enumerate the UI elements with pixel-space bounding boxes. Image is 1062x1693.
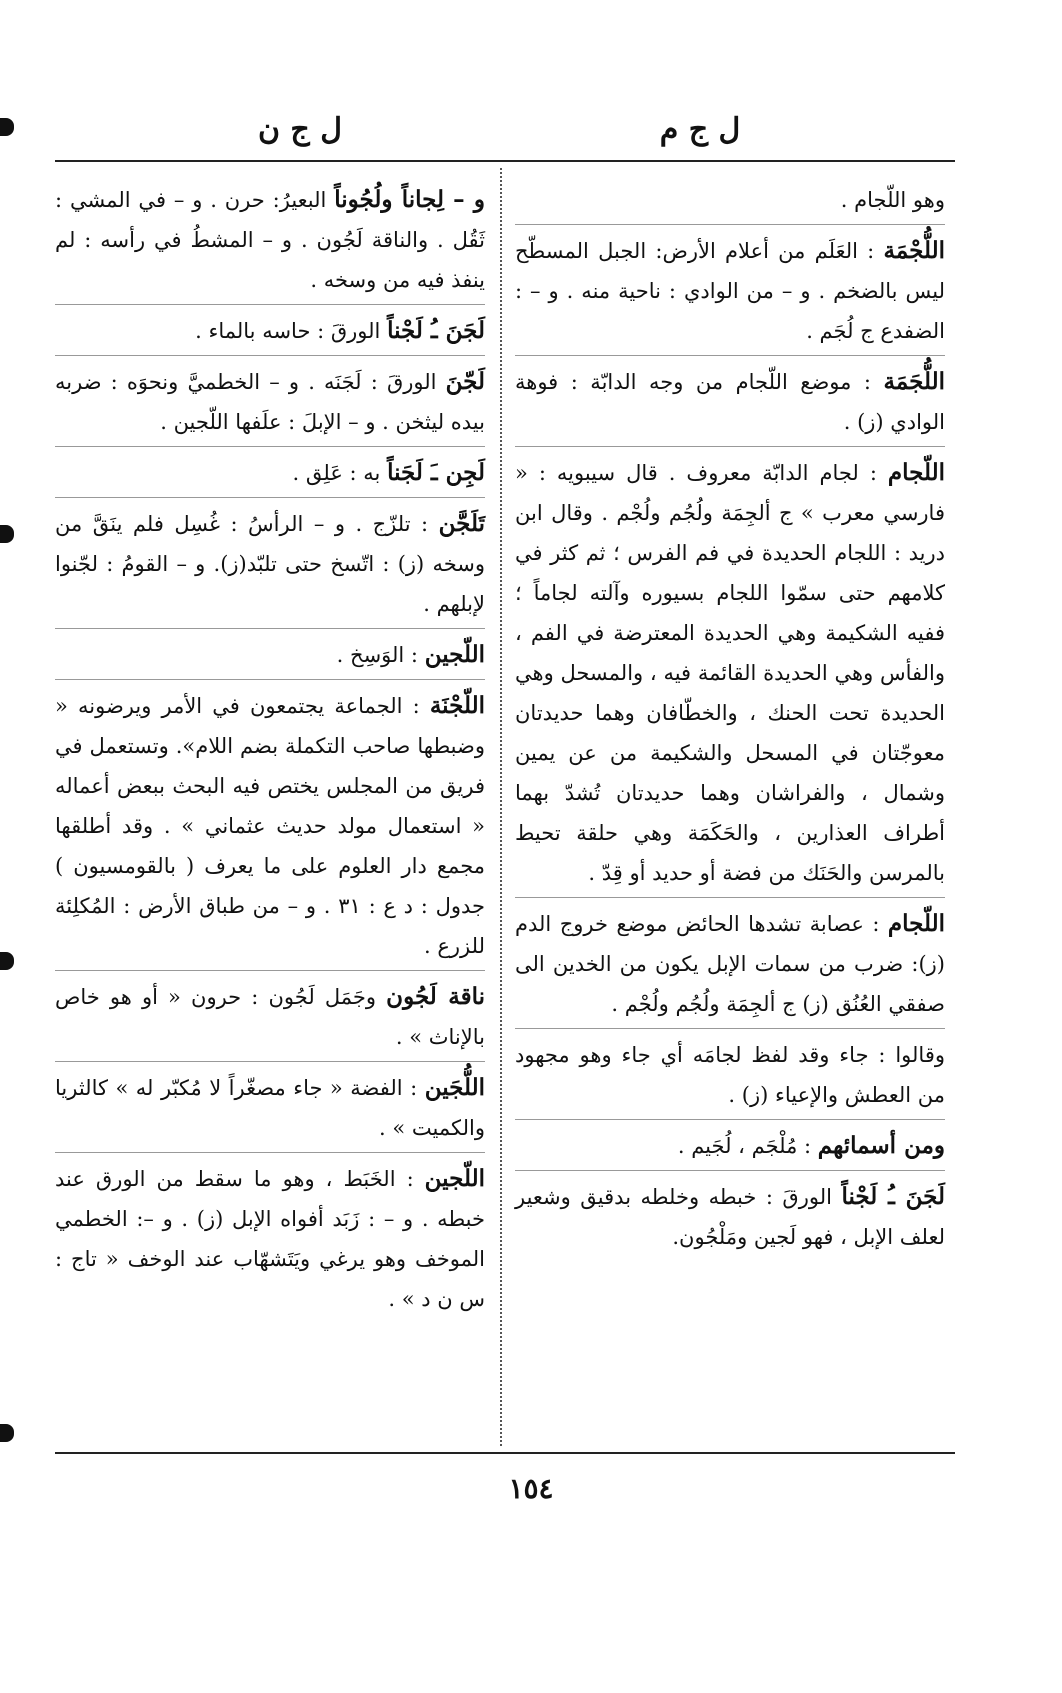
entry-text: الورقَ : خبطه وخلطه بدقيق وشعير لعلف الإبل ، فهو لَجين ومَلْجُون. xyxy=(515,1185,945,1249)
entry-headword: تَلَجَّن xyxy=(438,510,485,537)
binding-mark xyxy=(0,1424,14,1442)
entry xyxy=(515,1126,945,1171)
entry-text: البعيرُ: حرن . و – في المشي : ثَقُل . والناقة لَجُون . و – المشطُ في رأسه : لم ينفذ فيه من وسخه . xyxy=(55,188,485,292)
entry-text: : الوَسِخ . xyxy=(336,643,418,667)
entry-text: : موضع اللّجام من وجه الدابّة : فوهة الوادي (ز) . xyxy=(515,370,945,434)
entry-headword: لَجَنَ ـُ لَجْناً xyxy=(387,317,485,344)
entry-text: : العَلَم من أعلام الأرض: الجبل المسطّح ليس بالضخم . و – من الوادي : ناحية منه . و – : الضفدع ج لُجَم . xyxy=(515,239,945,343)
entry xyxy=(515,1177,945,1261)
entry-headword: ومن أسمائهم xyxy=(817,1132,945,1159)
entry-headword: اللّجين xyxy=(424,641,485,668)
entry-text: : مُلْجَم ، لُجَيم . xyxy=(677,1134,812,1158)
entry xyxy=(55,1159,485,1323)
entry xyxy=(515,362,945,447)
entry xyxy=(55,311,485,356)
entry-text: : تلزّج . و – الرأسُ : غُسِل فلم ينَقَّ من وسخه (ز) : اتّسخ حتى تلبّد(ز). و – القومُ : لجّنوا لإبلهم . xyxy=(55,512,485,616)
entry-headword: ناقة لَجُون xyxy=(386,983,485,1010)
entry xyxy=(55,1068,485,1153)
entry-headword: لَجِن ـَ لَجَناً xyxy=(387,459,485,486)
running-header-right: ل ج م xyxy=(659,112,741,147)
binding-mark xyxy=(0,118,14,136)
entry-text: وجَمَل لَجُون : حرون « أو هو خاص بالإناث » . xyxy=(55,985,485,1049)
page-number: ١٥٤ xyxy=(508,1472,554,1505)
entry-headword: اللُّجَين xyxy=(424,1074,485,1101)
entry-text: وهو اللّجام . xyxy=(840,188,945,212)
entry-headword: اللّجْنَة xyxy=(429,692,485,719)
entry-text: : الفضة « جاء مصغّراً لا مُكبّر له » كالثريا والكميت » . xyxy=(55,1076,485,1140)
entry-text: : لجام الدابّة معروف . قال سيبويه : « فارسي معرب » ج ألجِمَة ولُجُم ولُجْم . وقال ابن دريد : اللجام الحديدة في فم الفرس ؛ ثم كثر في كلامهم حتى سمّوا اللجام بسيوره وآلته لجاماً ؛ ففيه الشكيمة وهي الحديدة المعترضة في الفم ، والفأس وهي الحديدة القائمة فيه ، والمسحل وهي الحديدة تحت الحنك ، والخطّافان وهما حديدتان معوجّتان في المسحل والشكيمة من عن يمين وشمال ، والفراشان وهما حديدتان تُشدّ بهما أطراف العذارين ، والحَكَمَة وهي حلقة تحيط بالمرسن والحَنَك من فضة أو حديد أو قِدّ . xyxy=(515,461,945,885)
entry xyxy=(55,180,485,305)
entry xyxy=(55,635,485,680)
entry-text: الورقَ : حاسه بالماء . xyxy=(195,319,381,343)
entry xyxy=(515,180,945,225)
left-column xyxy=(55,180,485,1329)
entry xyxy=(55,362,485,447)
entry xyxy=(515,904,945,1029)
running-header-left: ل ج ن xyxy=(257,112,343,147)
entry-text: : الجماعة يجتمعون في الأمر ويرضونه « وضبطها صاحب التكملة بضم اللام». وتستعمل في فريق من المجلس يختص فيه البحث ببعض أعماله « استعمال مولد حديث عثماني » . وقد أطلقها مجمع دار العلوم على ما يعرف ( بالقومسيون ) جدول : د ع : ٣١ . و – من طباق الأرض : المُكلِئة للزرع . xyxy=(55,694,486,958)
entry xyxy=(515,231,945,356)
entry xyxy=(55,504,485,629)
top-rule xyxy=(55,160,955,162)
entry-headword: و – لِجاناً ولُجُوناً xyxy=(334,186,485,213)
entry-headword: اللّجين xyxy=(424,1165,485,1192)
entry-headword: اللّجام xyxy=(887,459,945,486)
entry-text: الورقَ : لَجَنَه . و – الخطميَّ ونحوَه : ضربه بيده ليثخن . و – الإبلَ : علَفها اللّجين . xyxy=(55,370,485,434)
entry-text: : عصابة تشدها الحائض موضع خروج الدم (ز): ضرب من سمات الإبل يكون من الخدين الى صفقي العُنُق (ز) ج ألجِمَة ولُجُم ولُجْم . xyxy=(515,912,945,1016)
binding-mark xyxy=(0,952,14,970)
right-column xyxy=(515,180,945,1267)
entry-headword: اللّجام xyxy=(887,910,945,937)
entry-text: : الخَبَط ، وهو ما سقط من الورق عند خبطه . و – : زَبَد أفواه الإبل (ز) . و –: الخطمي الموخف وهو يرغي ويَتَشهّاب عند الوخف « تاج : س ن د » . xyxy=(55,1167,485,1311)
entry-headword: اللُّجْمَة xyxy=(883,237,945,264)
entry-headword: لَجَنَ ـُ لَجْناً xyxy=(841,1183,945,1210)
entry xyxy=(55,977,485,1062)
entry-headword: لَجّنَ xyxy=(445,368,485,395)
entry xyxy=(55,686,485,971)
entry xyxy=(515,453,945,898)
entry xyxy=(55,453,485,498)
column-divider xyxy=(500,168,502,1446)
entry-text: وقالوا : جاء وقد لفظ لجامَه أي جاء وهو مجهود من العطش والإعياء (ز) . xyxy=(515,1043,945,1107)
binding-mark xyxy=(0,525,14,543)
entry-text: به : عَلِق . xyxy=(292,461,381,485)
entry xyxy=(515,1035,945,1120)
entry-headword: اللُّجَمَة xyxy=(883,368,945,395)
bottom-rule xyxy=(55,1452,955,1454)
